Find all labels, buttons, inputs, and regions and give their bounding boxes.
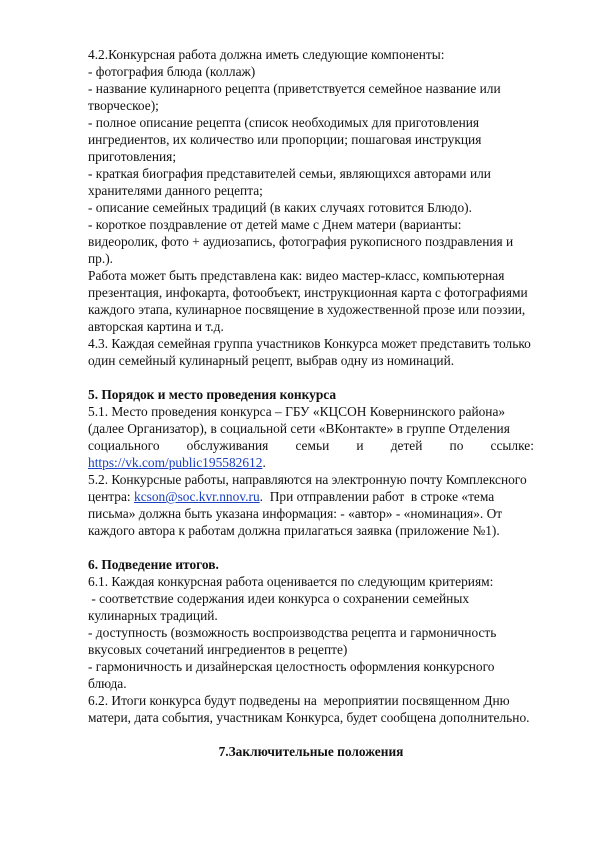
list-item: - описание семейных традиций (в каких случаях готовится Блюдо). (88, 200, 472, 215)
paragraph-line: кулинарных традиций. (88, 608, 218, 623)
period-text: . (262, 455, 266, 470)
paragraph-line: приготовления; (88, 149, 177, 164)
spacer (88, 369, 534, 386)
line-text: . При отправлении работ в строке «тема (259, 489, 495, 504)
document-page (88, 46, 534, 760)
paragraph-line: хранителями данного рецепта; (88, 183, 263, 198)
line-text: центра: (88, 489, 134, 504)
paragraph-line (88, 488, 534, 505)
paragraph-line: каждого этапа, кулинарное посвящение в художественной прозе или поэзии, (88, 302, 526, 317)
word: детей (390, 438, 423, 453)
word: и (356, 438, 364, 453)
paragraph-line: 6.1. Каждая конкурсная работа оценивается по следующим критериям: (88, 574, 494, 589)
paragraph-line: вкусовых сочетаний ингредиентов в рецепте) (88, 642, 348, 657)
list-item: - гармоничность и дизайнерская целостность оформления конкурсного (88, 659, 495, 674)
list-item: - краткая биография представителей семьи, являющихся авторами или (88, 166, 491, 181)
paragraph-line: 4.3. Каждая семейная группа участников Конкурса может представить только (88, 336, 531, 351)
list-item: - соответствие содержания идеи конкурса о сохранении семейных (88, 591, 470, 606)
list-item: - название кулинарного рецепта (приветствуется семейное название или (88, 81, 501, 96)
line-text: (далее Организатор), в социальной сети «ВКонтакте» в группе Отделения (88, 421, 510, 436)
spacer (88, 539, 534, 556)
paragraph-line: 6.2. Итоги конкурса будут подведены на мероприятии посвященном Дню (88, 693, 510, 708)
word: обслуживания (186, 438, 269, 453)
paragraph-line: ингредиентов, их количество или пропорции; пошаговая инструкция (88, 132, 482, 147)
paragraph-line (88, 505, 534, 522)
paragraph-line (88, 471, 534, 488)
paragraph-line: творческое); (88, 98, 159, 113)
vk-group-link[interactable]: https://vk.com/public195582612 (88, 455, 263, 470)
paragraph-line (88, 454, 534, 471)
line-text: письма» должна быть указана информация: - «автор» - «номинация». От (88, 506, 503, 521)
paragraph-line: пр.). (88, 251, 114, 266)
paragraph-line (88, 420, 534, 437)
spacer (88, 726, 534, 743)
list-item: - фотография блюда (коллаж) (88, 64, 256, 79)
paragraph-line: каждого автора к работам должна прилагаться заявка (приложение №1). (88, 523, 500, 538)
paragraph-line: один семейный кулинарный рецепт, выбрав одну из номинаций. (88, 353, 455, 368)
section-4-components (88, 46, 534, 369)
paragraph-line (88, 403, 534, 420)
email-link[interactable]: kcson@soc.kvr.nnov.ru (134, 489, 260, 504)
section-heading: 6. Подведение итогов. (88, 557, 219, 572)
justified-line (88, 437, 534, 454)
list-item: - полное описание рецепта (список необходимых для приготовления (88, 115, 480, 130)
list-item: - доступность (возможность воспроизводства рецепта и гармоничность (88, 625, 497, 640)
section-7-heading: 7.Заключительные положения (218, 744, 404, 759)
paragraph-line: блюда. (88, 676, 127, 691)
word: по (449, 438, 464, 453)
section-5-procedure (88, 386, 534, 539)
paragraph-line: 4.2.Конкурсная работа должна иметь следующие компоненты: (88, 47, 445, 62)
list-item: - короткое поздравление от детей маме с Днем матери (варианты: (88, 217, 462, 232)
paragraph-line: презентация, инфокарта, фотообъект, инструкционная карта с фотографиями (88, 285, 528, 300)
paragraph-line: матери, дата события, участникам Конкурса, будет сообщена дополнительно. (88, 710, 530, 725)
line-text: 5.2. Конкурсные работы, направляются на электронную почту Комплексного (88, 472, 527, 487)
paragraph-line: Работа может быть представлена как: видео мастер-класс, компьютерная (88, 268, 505, 283)
section-6-results (88, 556, 534, 726)
word: ссылке: (490, 438, 534, 453)
section-heading: 5. Порядок и место проведения конкурса (88, 387, 337, 402)
line-text: 5.1. Место проведения конкурса – ГБУ «КЦСОН Ковернинского района» (88, 404, 506, 419)
word: семьи (295, 438, 330, 453)
paragraph-line: видеоролик, фото + аудиозапись, фотография рукописного поздравления и (88, 234, 514, 249)
word: социального (88, 438, 160, 453)
paragraph-line: авторская картина и т.д. (88, 319, 224, 334)
